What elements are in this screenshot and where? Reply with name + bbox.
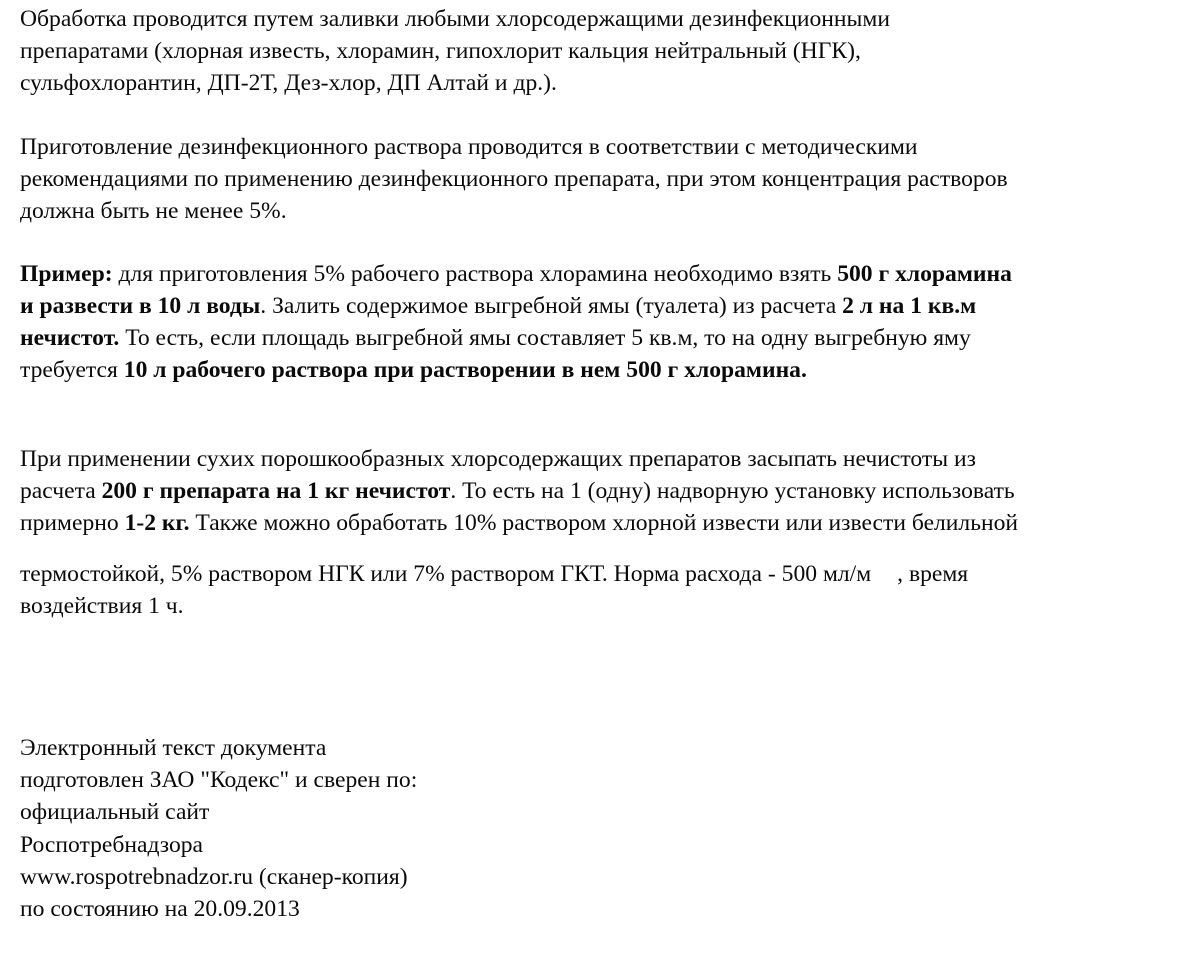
text-run: термостойкой, 5% раствором НГК или 7% раствором ГКТ. Норма расхода - 500 мл/м bbox=[20, 561, 872, 587]
text-line bbox=[20, 322, 1195, 354]
text-run: , время bbox=[897, 561, 969, 587]
example-label: Пример: bbox=[20, 261, 113, 287]
emphasis-run: 1-2 кг. bbox=[124, 510, 190, 536]
text-line: Приготовление дезинфекционного раствора проводится в соответствии с методическими bbox=[20, 134, 918, 160]
text-line: рекомендациями по применению дезинфекционного препарата, при этом концентрация растворов bbox=[20, 166, 1008, 192]
text-run: . То есть на 1 (одну) надворную установку использовать bbox=[450, 478, 1015, 504]
text-line: Обработка проводится путем заливки любыми хлорсодержащими дезинфекционными bbox=[20, 6, 890, 32]
text-line bbox=[20, 507, 1195, 539]
text-run: расчета bbox=[20, 478, 102, 504]
text-run: для приготовления 5% рабочего раствора хлорамина необходимо взять bbox=[112, 261, 838, 287]
credits-line: Роспотребнадзора bbox=[20, 831, 204, 858]
text-run: То есть, если площадь выгребной ямы составляет 5 кв.м, то на одну выгребную яму bbox=[119, 325, 971, 351]
text-run: Также можно обработать 10% раствором хлорной извести или извести белильной bbox=[189, 510, 1019, 536]
credits-date: по состоянию на 20.09.2013 bbox=[20, 896, 300, 923]
credits-line: Электронный текст документа bbox=[20, 735, 327, 761]
text-line bbox=[20, 290, 1195, 322]
text-line: воздействия 1 ч. bbox=[20, 593, 184, 619]
text-line: должна быть не менее 5%. bbox=[20, 198, 287, 224]
credits-line: официальный сайт bbox=[20, 799, 210, 826]
text-line bbox=[20, 354, 1195, 386]
emphasis-run: 200 г препарата на 1 кг нечистот bbox=[101, 478, 451, 504]
emphasis-run: 10 л рабочего раствора при растворении в нем 500 г хлорамина. bbox=[123, 357, 807, 383]
paragraph-example bbox=[20, 258, 1195, 386]
paragraph-dry-powder bbox=[20, 443, 1195, 622]
text-line: При применении сухих порошкообразных хлорсодержащих препаратов засыпать нечистоты из bbox=[20, 446, 976, 472]
text-line bbox=[20, 558, 1195, 590]
text-run: требуется bbox=[20, 357, 124, 383]
credits-source-url: www.rospotrebnadzor.ru (сканер-копия) bbox=[20, 863, 408, 890]
emphasis-run: и развести в 10 л воды bbox=[20, 293, 261, 319]
emphasis-run: 2 л на 1 кв.м bbox=[842, 293, 977, 319]
paragraph-solution-preparation bbox=[20, 131, 1195, 227]
emphasis-run: нечистот. bbox=[20, 325, 120, 351]
text-line bbox=[20, 258, 1195, 290]
text-line: сульфохлорантин, ДП-2Т, Дез-хлор, ДП Алтай и др.). bbox=[20, 70, 557, 96]
credits-line: подготовлен ЗАО "Кодекс" и сверен по: bbox=[20, 767, 418, 794]
emphasis-run: 500 г хлорамина bbox=[837, 261, 1012, 287]
paragraph-treatment-method bbox=[20, 3, 1195, 99]
text-run: . Залить содержимое выгребной ямы (туалета) из расчета bbox=[260, 293, 843, 319]
text-run: примерно bbox=[20, 510, 125, 536]
text-line bbox=[20, 475, 1195, 507]
text-line: препаратами (хлорная известь, хлорамин, гипохлорит кальция нейтральный (НГК), bbox=[20, 38, 861, 64]
document-credits bbox=[20, 732, 417, 925]
